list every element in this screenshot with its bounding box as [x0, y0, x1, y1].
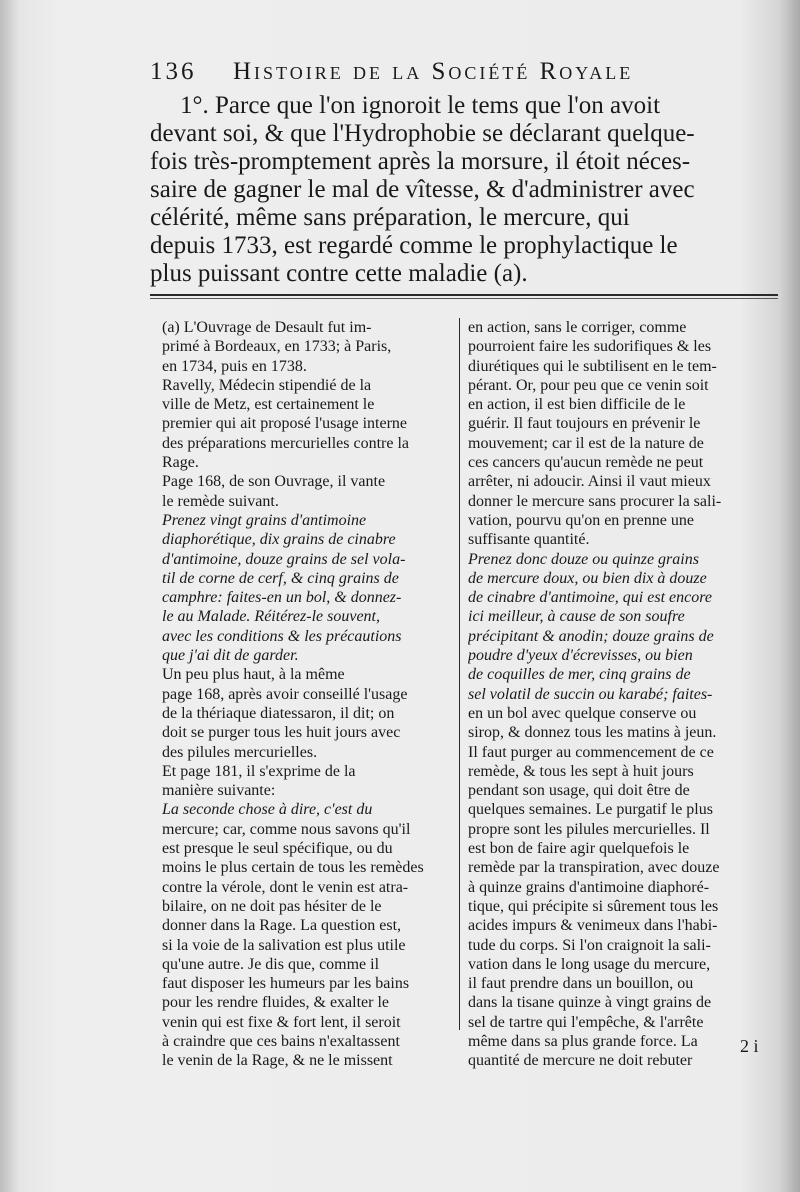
text-line: si la voie de la salivation est plus utile [162, 936, 406, 954]
text-line: il faut prendre dans un bouillon, ou [468, 975, 694, 993]
text-line: Page 168, de son Ouvrage, il vante [162, 473, 386, 491]
text-line: mercure; car, comme nous savons qu'il [162, 820, 411, 838]
text-line: quelques semaines. Le purgatif le plus [468, 801, 713, 819]
text-line: Ravelly, Médecin stipendié de la [162, 376, 372, 394]
text-line: til de corne de cerf, & cinq grains de [162, 569, 399, 587]
text-line: premier qui ait proposé l'usage interne [162, 415, 408, 433]
text-line: en 1734, puis en 1738. [162, 357, 307, 375]
text-line: mouvement; car il est de la nature de [468, 434, 704, 452]
text-line: remède par la transpiration, avec douze [468, 859, 720, 877]
text-line: arrêter, ni adoucir. Ainsi il vaut mieux [468, 473, 711, 491]
text-line: Prenez donc douze ou quinze grains [468, 550, 699, 568]
text-line: le venin de la Rage, & ne le missent [162, 1052, 393, 1070]
text-line: remède, & tous les sept à huit jours [468, 762, 694, 780]
text-line: moins le plus certain de tous les remèdes [162, 859, 424, 877]
text-line: diurétiques qui le subtilisent en le tem- [468, 357, 717, 375]
text-line: en action, il est bien difficile de le [468, 396, 686, 414]
text-line: en un bol avec quelque conserve ou [468, 704, 697, 722]
signature-mark: 2 i [740, 1036, 759, 1056]
text-line: tude du corps. Si l'on craignoit la sali- [468, 936, 711, 954]
text-line: poudre d'yeux d'écrevisses, ou bien [468, 647, 693, 665]
text-line: Rage. [162, 454, 199, 472]
text-line: doit se purger tous les huit jours avec [162, 724, 401, 742]
intro-line: devant soi, & que l'Hydrophobie se déclarant quelque- [150, 120, 695, 147]
text-line: pour les rendre fluides, & exalter le [162, 994, 390, 1012]
text-line: acides impurs & venimeux dans l'habi- [468, 917, 718, 935]
text-line: sirop, & donnez tous les matins à jeun. [468, 724, 717, 742]
text-line: Et page 181, il s'exprime de la [162, 762, 356, 780]
intro-line: 1°. Parce que l'on ignoroit le tems que l'on avoit [180, 92, 661, 119]
footnote-column-left [162, 318, 454, 1071]
section-rule-thin [150, 298, 778, 299]
text-line: dans la tisane quinze à vingt grains de [468, 994, 712, 1012]
text-line: (a) L'Ouvrage de Desault fut im- [162, 319, 372, 336]
text-line: précipitant & anodin; douze grains de [468, 627, 714, 645]
text-line: pourroient faire les sudorifiques & les [468, 338, 712, 356]
text-line: Prenez vingt grains d'antimoine [162, 511, 367, 529]
text-line: à quinze grains d'antimoine diaphoré- [468, 878, 710, 896]
text-line: manière suivante: [162, 782, 276, 800]
text-line: vation, pourvu qu'on en prenne une [468, 511, 694, 529]
text-line: sel de tartre qui l'empêche, & l'arrête [468, 1013, 704, 1031]
text-line: contre la vérole, dont le venin est atra- [162, 878, 409, 896]
text-line: le remède suivant. [162, 492, 279, 510]
text-line: propre sont les pilules mercurielles. Il [468, 820, 710, 838]
text-line: guérir. Il faut toujours en prévenir le [468, 415, 701, 433]
text-line: qu'une autre. Je dis que, comme il [162, 955, 380, 973]
text-line: page 168, après avoir conseillé l'usage [162, 685, 408, 703]
text-line: de coquilles de mer, cinq grains de [468, 666, 691, 684]
text-line: Il faut purger au commencement de ce [468, 743, 714, 761]
text-line: même dans sa plus grande force. La [468, 1032, 698, 1050]
intro-paragraph [150, 92, 780, 288]
text-line: avec les conditions & les précautions [162, 627, 402, 645]
text-line: en action, sans le corriger, comme [468, 319, 687, 336]
text-line: de mercure doux, ou bien dix à douze [468, 569, 707, 587]
intro-line: célérité, même sans préparation, le mercure, qui [150, 204, 630, 231]
text-line: pérant. Or, pour peu que ce venin soit [468, 376, 709, 394]
text-line: de cinabre d'antimoine, qui est encore [468, 589, 712, 607]
intro-line: saire de gagner le mal de vîtesse, & d'administrer avec [150, 176, 695, 203]
text-line: des pilules mercurielles. [162, 743, 318, 761]
text-line: La seconde chose à dire, c'est du [162, 801, 373, 819]
text-line: donner dans la Rage. La question est, [162, 917, 402, 935]
text-line: donner le mercure sans procurer la sali- [468, 492, 722, 510]
text-line: quantité de mercure ne doit rebuter [468, 1052, 693, 1070]
text-line: de la thériaque diatessaron, il dit; on [162, 704, 395, 722]
text-line: que j'ai dit de garder. [162, 647, 299, 665]
text-line: est bon de faire agir quelquefois le [468, 840, 690, 858]
page-header [150, 58, 695, 86]
section-rule [150, 294, 778, 296]
page-number: 136 [150, 58, 197, 85]
column-divider [459, 318, 460, 1030]
text-line: camphre: faites-en un bol, & donnez- [162, 589, 402, 607]
text-line: à craindre que ces bains n'exaltassent [162, 1032, 400, 1050]
running-title: Histoire de la Société Royale [233, 58, 634, 85]
text-line: des préparations mercurielles contre la [162, 434, 409, 452]
text-line: diaphorétique, dix grains de cinabre [162, 531, 396, 549]
text-line: Un peu plus haut, à la même [162, 666, 345, 684]
text-line: suffisante quantité. [468, 531, 590, 549]
text-line: d'antimoine, douze grains de sel vola- [162, 550, 406, 568]
text-line: bilaire, on ne doit pas hésiter de le [162, 897, 382, 915]
text-line: ces cancers qu'aucun remède ne peut [468, 454, 704, 472]
footnote-column-right [468, 318, 764, 1071]
text-line: pendant son usage, qui doit être de [468, 782, 690, 800]
text-line: vation dans le long usage du mercure, [468, 955, 711, 973]
text-line: primé à Bordeaux, en 1733; à Paris, [162, 338, 392, 356]
text-line: venin qui est fixe & fort lent, il seroit [162, 1013, 401, 1031]
text-line: sel volatil de succin ou karabé; faites- [468, 685, 713, 703]
text-line: est presque le seul spécifique, ou du [162, 840, 393, 858]
text-line: ici meilleur, à cause de son soufre [468, 608, 685, 626]
text-line: ville de Metz, est certainement le [162, 396, 375, 414]
intro-line: plus puissant contre cette maladie (a). [150, 260, 528, 287]
text-line: faut disposer les humeurs par les bains [162, 975, 410, 993]
intro-line: depuis 1733, est regardé comme le prophylactique le [150, 232, 678, 259]
text-line: le au Malade. Réitérez-le souvent, [162, 608, 380, 626]
intro-line: fois très-promptement après la morsure, il étoit néces- [150, 148, 691, 175]
text-line: tique, qui précipite si sûrement tous les [468, 897, 719, 915]
